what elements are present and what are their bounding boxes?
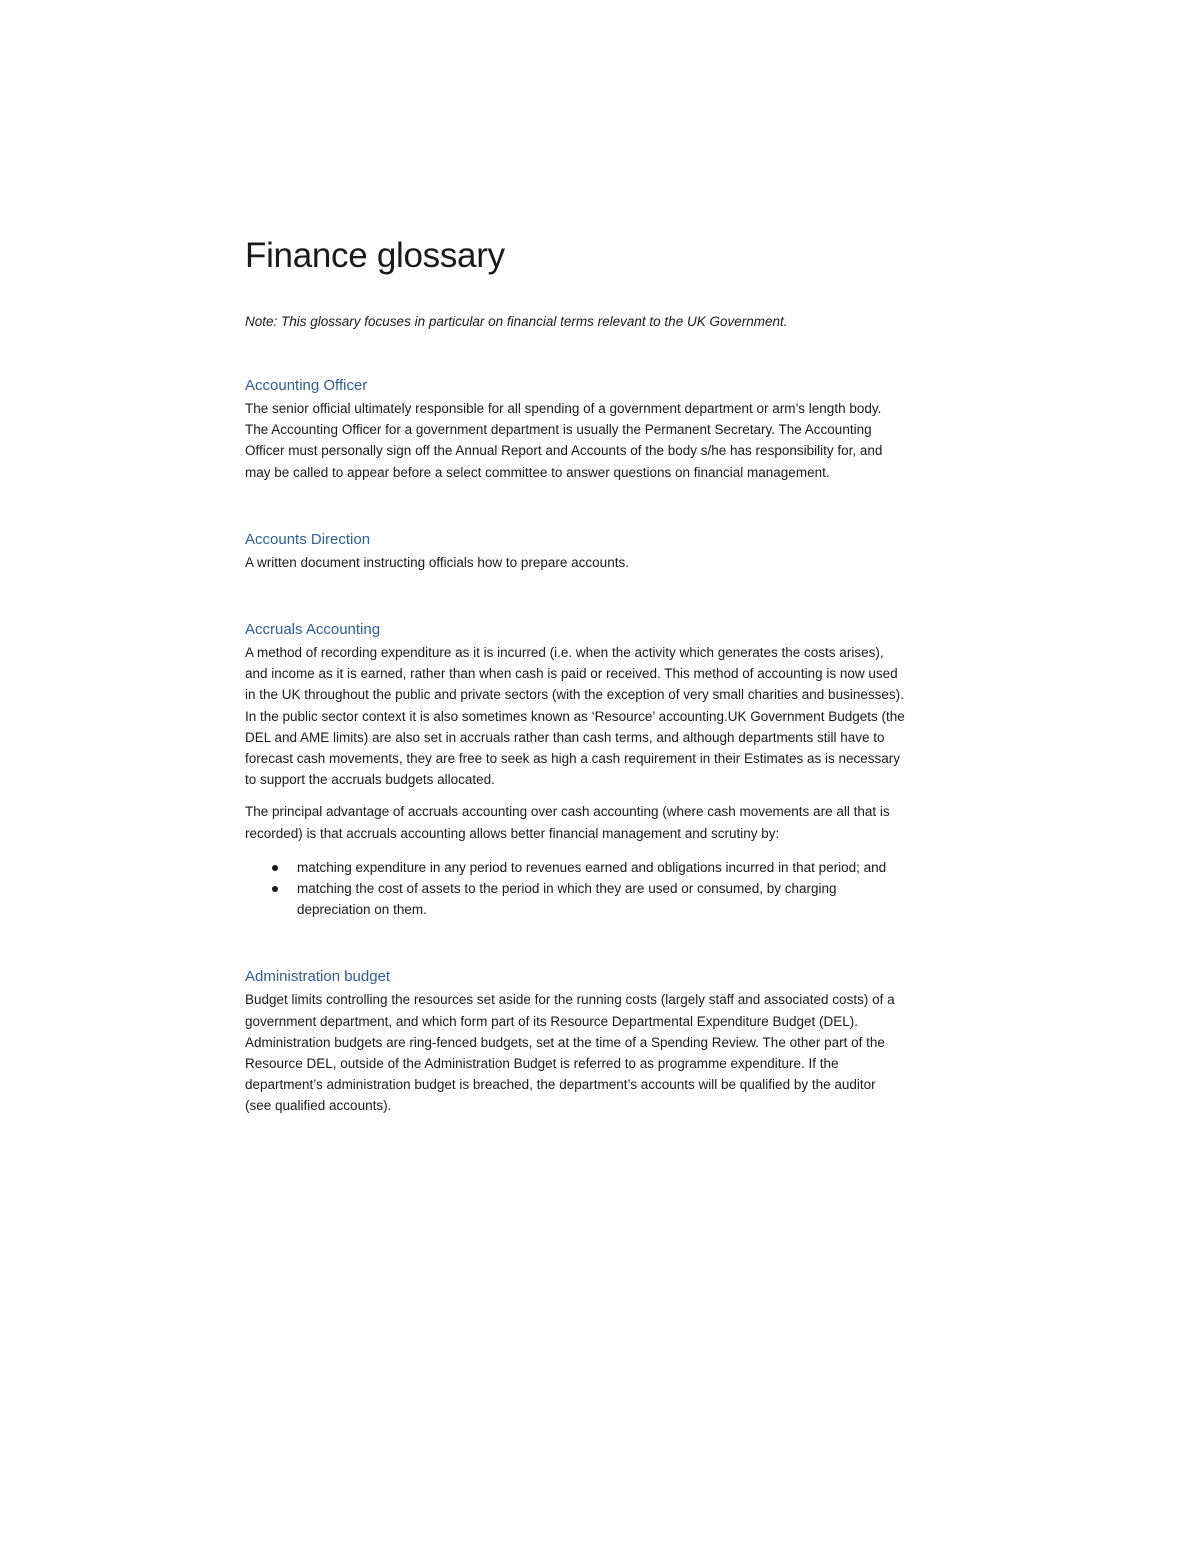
glossary-entry-accounting-officer [245,376,905,483]
entry-term: Accounts Direction [245,530,371,548]
bullet-item [245,857,905,878]
bullet-text: matching the cost of assets to the period in which they are used or consumed, by charging depreciation on them. [297,881,837,918]
glossary-note: Note: This glossary focuses in particular on financial terms relevant to the UK Government. [245,314,788,329]
bullet-list [245,857,905,921]
bullet-text: matching expenditure in any period to revenues earned and obligations incurred in that period; and [297,859,887,875]
entry-definition: A written document instructing officials how to prepare accounts. [245,554,629,570]
bullet-icon [272,865,278,871]
entry-term: Accounting Officer [245,377,368,394]
entry-term: Accruals Accounting [245,621,381,639]
bullet-icon [272,886,278,892]
glossary-entry-accruals-accounting [245,620,905,920]
entry-term: Administration budget [245,968,391,986]
bullet-item [245,878,905,920]
document-body [245,233,905,1117]
entry-definition-continued: The principal advantage of accruals accounting over cash accounting (where cash movements are all that is recorded) is that accruals accounting allows better financial management and scrutiny by: [245,804,890,841]
glossary-entry-administration-budget [245,967,905,1116]
document-title: Finance glossary [245,236,505,275]
entry-definition: Budget limits controlling the resources set aside for the running costs (largely staff and associated costs) of a government department, and which form part of its Resource Departmental Expenditure Budget (DEL). Administration budgets are ring-fenced budgets, set at the time of a Spending Review. The other part of the Resource DEL, outside of the Administration Budget is referred to as programme expenditure. If the department’s administration budget is breached, the department’s accounts will be qualified by the auditor (see qualified accounts). [245,992,895,1114]
glossary-entry-accounts-direction [245,530,905,573]
entry-definition: A method of recording expenditure as it is incurred (i.e. when the activity which generates the costs arises), and income as it is earned, rather than when cash is paid or received. This method of accounting is now used in the UK throughout the public and private sectors (with the exception of very small charities and businesses). In the public sector context it is also sometimes known as ‘Resource’ accounting.UK Government Budgets (the DEL and AME limits) are also set in accruals rather than cash terms, and although departments still have to forecast cash movements, they are free to seek as high a cash requirement in their Estimates as is necessary to support the accruals budgets allocated. [245,645,905,788]
entry-definition: The senior official ultimately responsible for all spending of a government department or arm’s length body. The Accounting Officer for a government department is usually the Permanent Secretary. The Accounting Officer must personally sign off the Annual Report and Accounts of the body s/he has responsibility for, and may be called to appear before a select committee to answer questions on financial management. [245,401,883,480]
